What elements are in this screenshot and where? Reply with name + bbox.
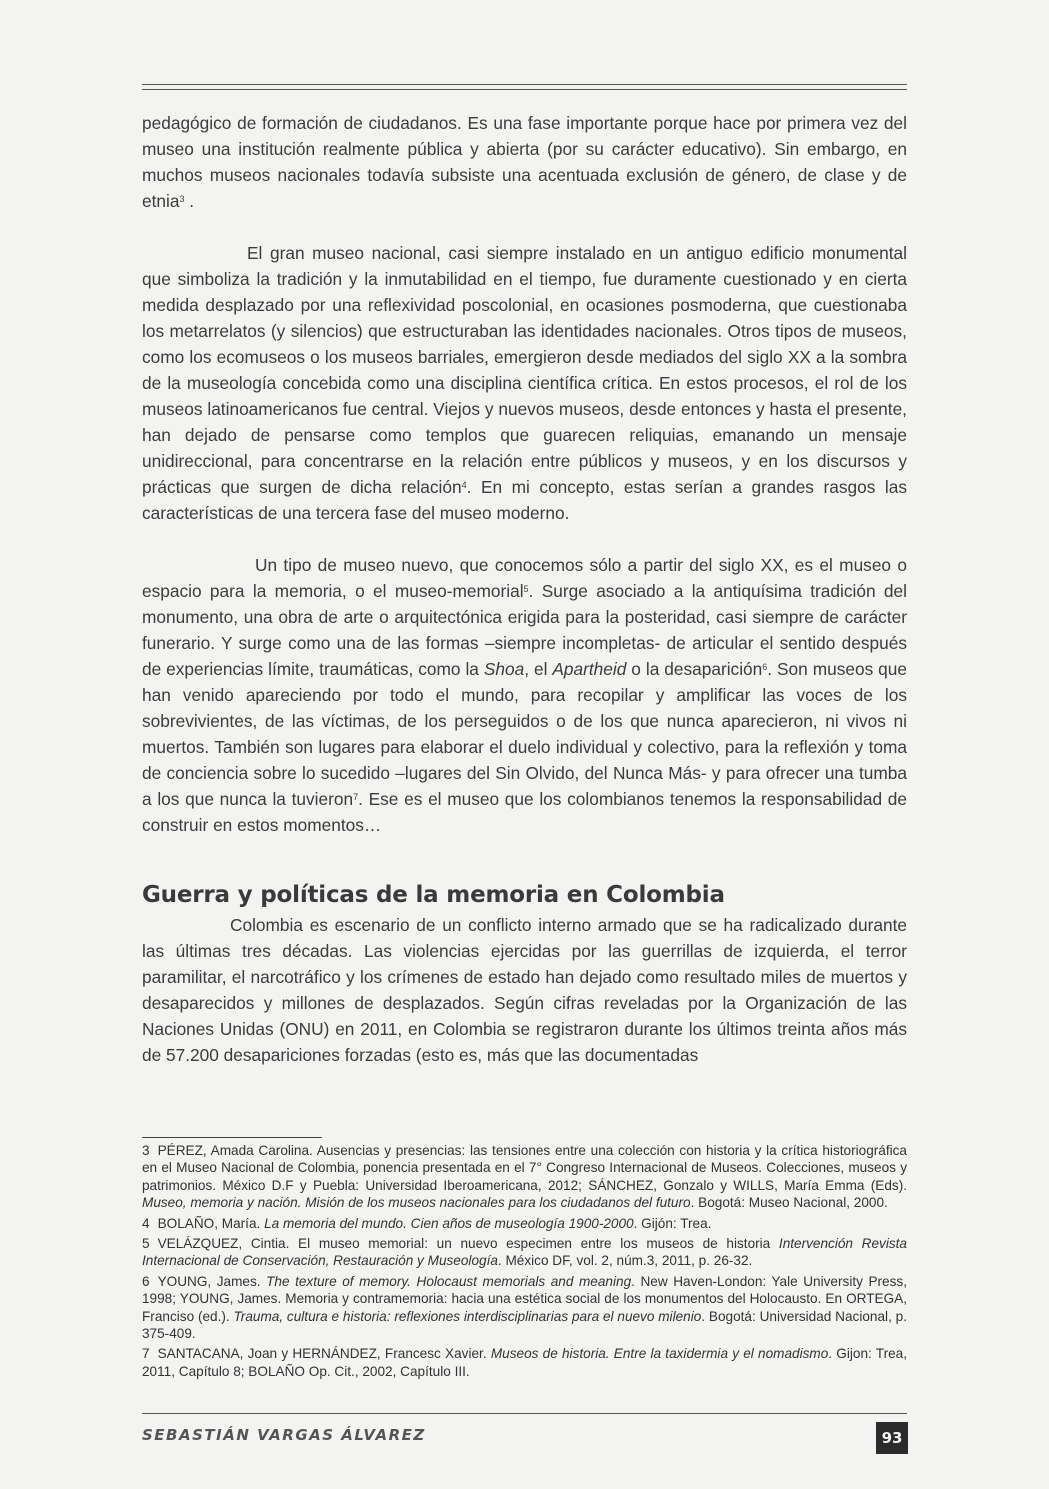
header-rule-top [142,84,907,85]
footnote-3: 3 PÉREZ, Amada Carolina. Ausencias y presencias: las tensiones entre una colección con historia y la crítica historiográfica en el Museo Nacional de Colombia, ponencia presentada en el 7° Congreso Internacional de Museos. Colecciones, museos y patrimonios. México D.F y Puebla: Universidad Iberoamericana, 2012; SÁNCHEZ, Gonzalo y WILLS, María Emma (Eds). Museo, memoria y nación. Misión de los museos nacionales para los ciudadanos del futuro. Bogotá: Museo Nacional, 2000. [142,1143,907,1211]
footnote-5: 5 VELÁZQUEZ, Cintia. El museo memorial: un nuevo especimen entre los museos de historia Intervención Revista Internacional de Conservación, Restauración y Museología. México DF, vol. 2, núm.3, 2011, p. 26-32. [142,1236,907,1269]
section-heading: Guerra y políticas de la memoria en Colombia [142,882,725,908]
footer-rule [142,1413,907,1414]
paragraph-3: Un tipo de museo nuevo, que conocemos sólo a partir del siglo XX, es el museo o espacio para la memoria, o el museo-memorial$^5$. Surge asociado a la antiquísima tradición del monumento, una obra de arte o arquitectónica erigida para la posteridad, casi siempre de carácter funerario. Y surge como una de las formas –siempre incompletas- de articular el sentido después de experiencias límite, traumáticas, como la Shoa, el Apartheid o la desaparición$^6$. Son museos que han venido apareciendo por todo el mundo, para recopilar y amplificar las voces de los sobrevivientes, de las víctimas, de los perseguidos o de los que nunca aparecieron, ni vivos ni muertos. También son lugares para elaborar el duelo individual y colectivo, para la reflexión y toma de conciencia sobre lo sucedido –lugares del Sin Olvido, del Nunca Más- y para ofrecer una tumba a los que nunca la tuvieron$^7$. Ese es el museo que los colombianos tenemos la responsabilidad de construir en estos momentos… [142,555,908,835]
footnote-4: 4 BOLAÑO, María. La memoria del mundo. Cien años de museología 1900-2000. Gijón: Trea. [142,1215,712,1231]
paragraph-4: Colombia es escenario de un conflicto interno armado que se ha radicalizado durante las últimas tres décadas. Las violencias ejercidas por las guerrillas de izquierda, el terror paramilitar, el narcotráfico y los crímenes de estado han dejado como resultado miles de muertos y desaparecidos y millones de desplazados. Según cifras reveladas por la Organización de las Naciones Unidas (ONU) en 2011, en Colombia se registraron durante los últimos treinta años más de 57.200 desapariciones forzadas (esto es, más que las documentadas [142,915,907,1065]
page-number-badge: 93 [876,1422,908,1454]
footnote-6: 6 YOUNG, James. The texture of memory. Holocaust memorials and meaning. New Haven-London: Yale University Press, 1998; YOUNG, James. Memoria y contramemoria: hacia una estética social de los monumentos del Holocausto. En ORTEGA, Franciso (ed.). Trauma, cultura e historia: reflexiones interdisciplinarias para el nuevo milenio. Bogotá: Universidad Nacional, p. 375-409. [142,1273,908,1342]
footnote-ref-6[interactable]: 6 [762,662,768,673]
header-rule-bottom [142,89,907,90]
footnote-separator [142,1137,322,1138]
paragraph-2: El gran museo nacional, casi siempre instalado en un antiguo edificio monumental que simboliza la tradición y la inmutabilidad en el tiempo, fue duramente cuestionado y en cierta medida desplazado por una reflexividad poscolonial, en ocasiones posmoderna, que cuestionaba los metarrelatos (y silencios) que estructuraban las identidades nacionales. Otros tipos de museos, como los ecomuseos o los museos barriales, emergieron desde mediados del siglo XX a la sombra de la museología concebida como una disciplina científica crítica. En estos procesos, el rol de los museos latinoamericanos fue central. Viejos y nuevos museos, desde entonces y hasta el presente, han dejado de pensarse como templos que guarecen reliquias, emanando un mensaje unidireccional, para concentrarse en la relación entre públicos y museos, y en los discursos y prácticas que surgen de dicha relación$^4$. En mi concepto, estas serían a grandes rasgos las características de una tercera fase del museo moderno. [142,243,907,523]
body-text [142,110,907,1068]
footnote-ref-7[interactable]: 7 [353,792,359,803]
footnote-ref-5[interactable]: 5 [523,584,529,595]
footer-author: SEBASTIÁN VARGAS ÁLVAREZ [142,1426,426,1444]
footnotes [142,1142,907,1383]
paragraph-1: pedagógico de formación de ciudadanos. Es una fase importante porque hace por primera vez del museo una institución realmente pública y abierta (por su carácter educativo). Sin embargo, en muchos museos nacionales todavía subsiste una acentuada exclusión de género, de clase y de etnia$^3$ . [142,113,907,211]
footnote-7: 7 SANTACANA, Joan y HERNÁNDEZ, Francesc Xavier. Museos de historia. Entre la taxidermia y el nomadismo. Gijon: Trea, 2011, Capítulo 8; BOLAÑO Op. Cit., 2002, Capítulo III. [142,1346,907,1379]
footnote-ref-4[interactable]: 4 [461,480,467,491]
footnote-ref-3[interactable]: 3 [179,194,185,205]
